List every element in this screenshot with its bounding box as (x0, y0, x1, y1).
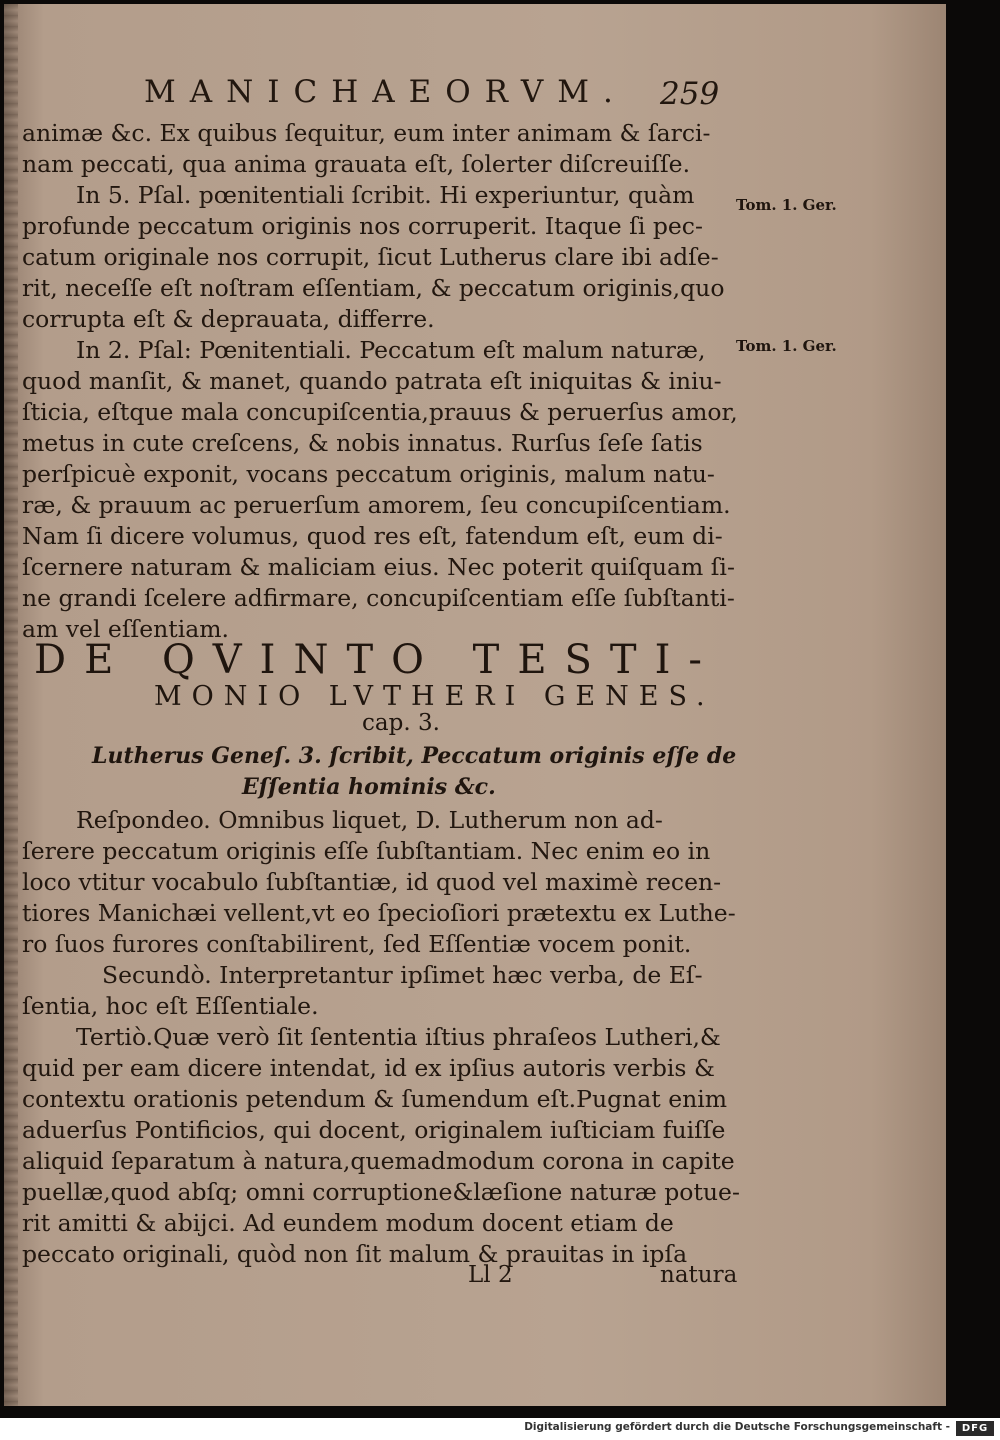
text-line: animæ &c. Ex quibus ſequitur, eum inter animam & ſarci- (22, 119, 711, 147)
text-line: ro ſuos furores conſtabilirent, ſed Eſſentiæ vocem ponit. (22, 930, 692, 958)
book-page (4, 4, 946, 1406)
marginal-note: Tom. 1. Ger. (736, 337, 837, 355)
digitization-footer (0, 1418, 1000, 1440)
text-line: Tertiò.Quæ verò ſit ſententia iſtius phraſeos Lutheri,& (76, 1023, 721, 1051)
chapter-heading-line-1: DE QVINTO TESTI- (34, 637, 720, 683)
text-line: In 2. Pſal: Pœnitentiali. Peccatum eſt malum naturæ, (76, 336, 706, 364)
marginal-note: Tom. 1. Ger. (736, 196, 837, 214)
text-line: corrupta eſt & deprauata, differre. (22, 305, 435, 333)
signature-mark: Ll 2 (468, 1262, 513, 1288)
page-number: 259 (660, 76, 720, 112)
italic-thesis-line-1: Lutherus Geneſ. 3. ſcribit, Peccatum originis eſſe de (92, 743, 737, 769)
catchword-row (464, 1262, 774, 1292)
text-line: ræ, & prauum ac peruerſum amorem, ſeu concupiſcentiam. (22, 491, 731, 519)
body-text-block-1 (22, 118, 752, 645)
text-line: loco vtitur vocabulo ſubſtantiæ, id quod vel maximè recen- (22, 868, 722, 896)
text-line: ſticia, eſtque mala concupiſcentia,prauus & peruerſus amor, (22, 398, 738, 426)
text-line: Reſpondeo. Omnibus liquet, D. Lutherum non ad- (76, 806, 663, 834)
text-line: ſerere peccatum originis eſſe ſubſtantiam. Nec enim eo in (22, 837, 711, 865)
text-line: catum originale nos corrupit, ſicut Lutherus clare ibi adſe- (22, 243, 719, 271)
chapter-heading-line-2: MONIO LVTHERI GENES. (154, 681, 715, 712)
text-line: am vel eſſentiam. (22, 615, 230, 643)
text-line: ſcernere naturam & maliciam eius. Nec poterit quiſquam ſi- (22, 553, 735, 581)
running-head: MANICHAEORVM. (144, 74, 627, 110)
chapter-number: cap. 3. (362, 710, 440, 736)
dfg-logo-icon: DFG (956, 1421, 994, 1436)
italic-thesis-line-2: Eſſentia hominis &c. (242, 774, 496, 800)
body-text-block-2 (22, 805, 752, 1270)
catchword: natura (660, 1262, 738, 1288)
text-line: quid per eam dicere intendat, id ex ipſius autoris verbis & (22, 1054, 715, 1082)
text-line: tiores Manichæi vellent,vt eo ſpecioſiori prætextu ex Luthe- (22, 899, 736, 927)
text-line: ſentia, hoc eſt Eſſentiale. (22, 992, 319, 1020)
text-line: profunde peccatum originis nos corruperit. Itaque ſi pec- (22, 212, 703, 240)
text-line: puellæ,quod abſq; omni corruptione&læſione naturæ potue- (22, 1178, 740, 1206)
footer-credit: Digitalisierung gefördert durch die Deutsche Forschungsgemeinschaft - (524, 1421, 950, 1433)
text-line: Secundò. Interpretantur ipſimet hæc verba, de Eſ- (102, 961, 703, 989)
text-line: rit, neceſſe eſt noſtram eſſentiam, & peccatum originis,quo (22, 274, 725, 302)
text-line: perſpicuè exponit, vocans peccatum originis, malum natu- (22, 460, 715, 488)
text-line: In 5. Pſal. pœnitentiali ſcribit. Hi experiuntur, quàm (76, 181, 695, 209)
page-gutter-edge (4, 4, 18, 1406)
text-line: nam peccati, qua anima grauata eſt, ſolerter diſcreuiſſe. (22, 150, 691, 178)
text-line: Nam ſi dicere volumus, quod res eſt, fatendum eſt, eum di- (22, 522, 723, 550)
text-line: peccato originali, quòd non ſit malum & prauitas in ipſa (22, 1240, 688, 1268)
text-line: aduerſus Pontificios, qui docent, originalem iuſticiam fuiſſe (22, 1116, 726, 1144)
text-line: rit amitti & abijci. Ad eundem modum docent etiam de (22, 1209, 674, 1237)
text-line: quod manſit, & manet, quando patrata eſt iniquitas & iniu- (22, 367, 722, 395)
text-line: metus in cute creſcens, & nobis innatus. Rurſus ſeſe ſatis (22, 429, 703, 457)
text-line: contextu orationis petendum & ſumendum eſt.Pugnat enim (22, 1085, 728, 1113)
text-line: ne grandi ſcelere adfirmare, concupiſcentiam eſſe ſubſtanti- (22, 584, 735, 612)
text-line: aliquid ſeparatum à natura,quemadmodum corona in capite (22, 1147, 735, 1175)
